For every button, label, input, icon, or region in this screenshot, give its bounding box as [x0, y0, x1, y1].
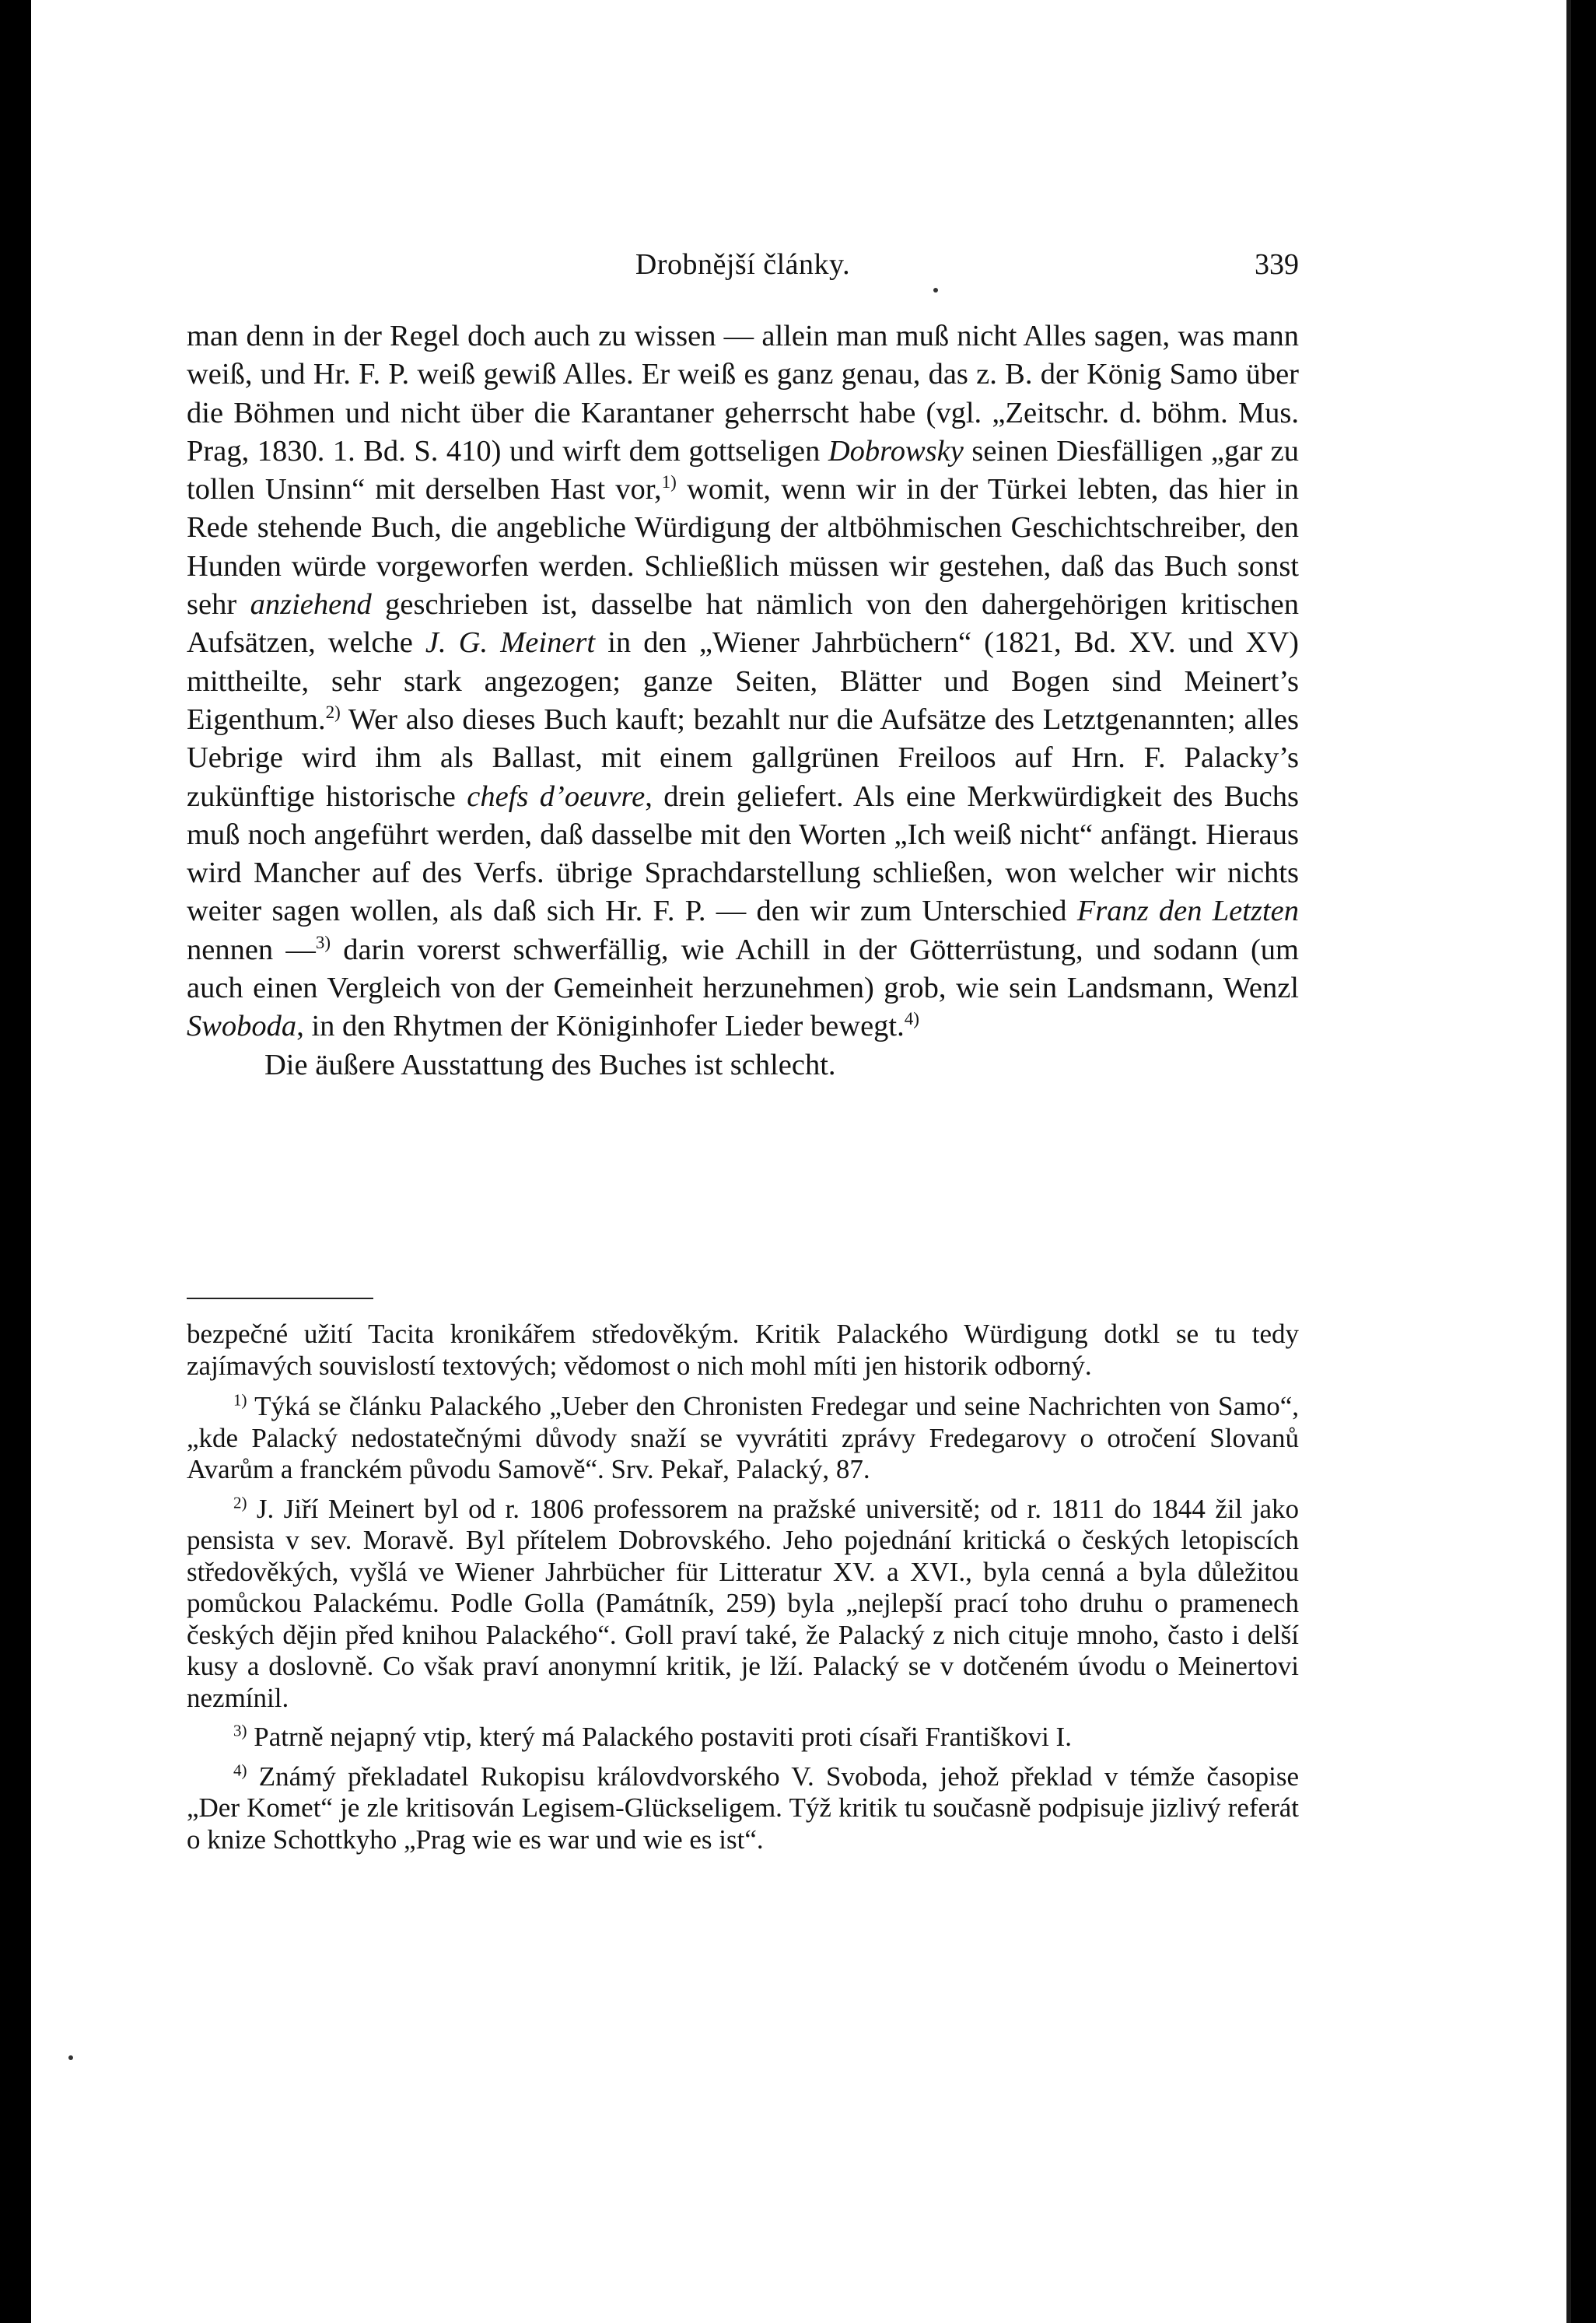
scan-speck [933, 288, 938, 293]
text-run: darin vorerst schwerfällig, wie Achill in der Götterrüstung, und sodann (um auch einen Vergleich von der Gemeinheit herzunehmen) grob, wie sein Landsmann, Wenzl [187, 933, 1299, 1005]
book-page [31, 0, 1571, 2323]
footnote-ref-1[interactable]: 1) [661, 471, 677, 492]
main-text [187, 317, 1299, 1084]
footnote-continuation: bezpečné užití Tacita kronikářem středověkým. Kritik Palackého Würdigung dotkl se tu tedy zajímavých souvislostí textových; vědomost o nich mohl míti jen historik odborný. [187, 1319, 1299, 1381]
text-run: seinen Diesfälligen „gar zu tollen Unsinn“ mit derselben Hast vor, [187, 434, 1299, 506]
text-run: , drein geliefert. Als eine Merkwürdigkeit des Buchs muß noch angeführt werden, daß dasselbe mit den Worten „Ich weiß nicht“ anfängt. Hieraus wird Mancher auf des Verfs. übrige Sprachdarstellung schließen, won welcher wir nichts weiter sagen wollen, als daß sich Hr. F. P. — den wir zum Unterschied [187, 780, 1299, 928]
italic-franz-den-letzten: Franz den Letzten [1076, 895, 1299, 928]
footnote-3 [187, 1722, 1299, 1754]
text-run: womit, wenn wir in der Türkei lebten, das hier in Rede stehende Buch, die angebliche Würdigung der altböhmischen Geschichtschreiber, den Hunden würde vorgeworfen werden. Schließlich müssen wir gestehen, daß das Buch sonst sehr [187, 473, 1299, 622]
paragraph-1 [187, 317, 1299, 1046]
text-run: nennen — [187, 933, 316, 966]
running-title: Drobnější články. [635, 248, 851, 281]
italic-anziehend: anziehend [250, 588, 372, 622]
footnote-ref-2[interactable]: 2) [325, 702, 341, 723]
footnote-marker: 3) [233, 1721, 247, 1740]
italic-name-dobrowsky: Dobrowsky [828, 434, 964, 468]
text-run: Wer also dieses Buch kauft; bezahlt nur die Aufsätze des Letztgenannten; alles Uebrige wird ihm als Ballast, mit einem gallgrünen Freiloos auf Hrn. F. Palacky’s zukünftige historische [187, 703, 1299, 813]
footnote-ref-3[interactable]: 3) [315, 931, 331, 952]
text-run: man denn in der Regel doch auch zu wissen — allein man muß nicht Alles sagen, was mann weiß, und Hr. F. P. weiß gewiß Alles. Er weiß es ganz genau, das z. B. der König Samo über die Böhmen und nicht über die Karantaner geherrscht habe (vgl. „Zeitschr. d. böhm. Mus. Prag, 1830. 1. Bd. S. 410) und wirft dem gottseligen [187, 320, 1299, 468]
footnotes [187, 1319, 1299, 1863]
footnote-marker: 1) [233, 1390, 247, 1410]
italic-name-swoboda: Swoboda [187, 1010, 297, 1043]
italic-chefs-doeuvre: chefs d’oeuvre [467, 780, 646, 813]
scan-speck [68, 2055, 73, 2060]
footnote-marker: 4) [233, 1760, 247, 1779]
footnote-2 [187, 1494, 1299, 1715]
footnote-text: J. Jiří Meinert byl od r. 1806 professorem na pražské universitě; od r. 1811 do 1844 žil jako pensista v sev. Moravě. Byl přítelem Dobrovského. Jeho pojednání kritická o českých letopiscích středověkých, vyšlá ve Wiener Jahrbücher für Litteratur XV. a XVI., byla cenná a byla důležitou pomůckou Palackému. Podle Golla (Památník, 259) byla „nejlepší prací toho druhu o pramenech českých dějin před knihou Palackého“. Goll praví také, že Palacký z nich cituje mnoho, často i delší kusy a doslovně. Co však praví anonymní kritik, je lží. Palacký se v dotčeném úvodu o Meinertovi nezmínil. [187, 1493, 1299, 1713]
text-run: geschrieben ist, dasselbe hat nämlich von den dahergehörigen kritischen Aufsätzen, welche [187, 588, 1299, 660]
page-edge [1566, 0, 1571, 2323]
footnote-text: Týká se článku Palackého „Ueber den Chronisten Fredegar und seine Nachrichten von Samo“, „kde Palacký nedostatečnými důvody snaží se vyvrátiti zprávy Fredegarovy o otročení Slovanů Avarům a franckém původu Samově“. Srv. Pekař, Palacký, 87. [187, 1391, 1299, 1484]
page-header [187, 247, 1299, 286]
italic-name-meinert: J. G. Meinert [425, 626, 596, 660]
page-number: 339 [1255, 248, 1299, 281]
footnote-separator [187, 1298, 373, 1299]
text-run: in den „Wiener Jahrbüchern“ (1821, Bd. XV. und XV) mittheilte, sehr stark angezogen; ganze Seiten, Blätter und Bogen sind Meinert’s Eigenthum. [187, 626, 1299, 736]
paragraph-2: Die äußere Ausstattung des Buches ist schlecht. [264, 1048, 836, 1081]
footnote-text: Patrně nejapný vtip, který má Palackého postaviti proti císaři Františkovi I. [247, 1722, 1072, 1752]
footnote-text: Známý překladatel Rukopisu královdvorského V. Svoboda, jehož překlad v témže časopise „Der Komet“ je zle kritisován Legisem-Glückseligem. Týž kritik tu současně podpisuje jizlivý referát o knize Schottkyho „Prag wie es war und wie es ist“. [187, 1761, 1299, 1855]
footnote-ref-4[interactable]: 4) [904, 1008, 919, 1029]
footnote-4 [187, 1761, 1299, 1856]
footnote-1 [187, 1391, 1299, 1486]
text-run: , in den Rhytmen der Königinhofer Lieder bewegt. [296, 1010, 905, 1043]
footnote-marker: 2) [233, 1492, 247, 1512]
